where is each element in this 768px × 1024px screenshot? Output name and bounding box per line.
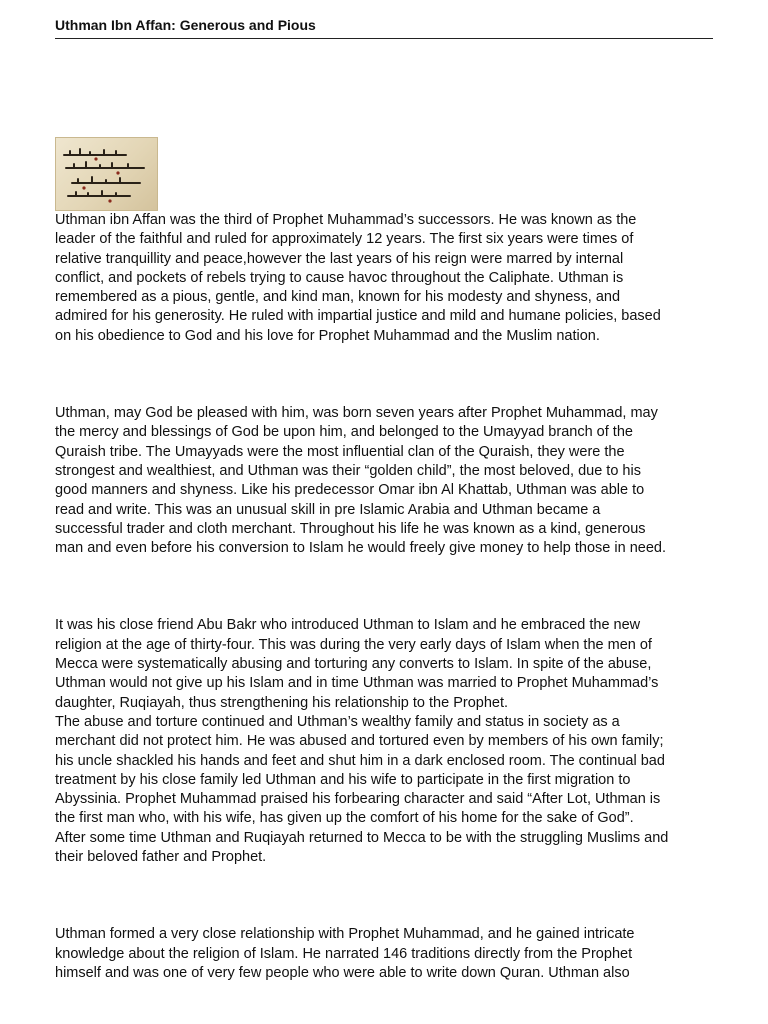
paragraph-3: It was his close friend Abu Bakr who introduced Uthman to Islam and he embraced the new religion at the age of thirty-four. This was during the very early days of Islam when the men of Mecca were systematically abusing and torturing any converts to Islam. In spite of the abuse, Uthman would not give up his Islam and in time Uthman was married to Prophet Muhammad’s daughter, Ruqiayah, thus strengthening his relationship to the Prophet. The abuse and torture continued and Uthman’s wealthy family and status in society as a merchant did not protect him. He was abused and tortured even by members of his own family; his uncle shackled his hands and feet and shut him in a dark enclosed room. The continual bad treatment by his close family led Uthman and his wife to participate in the first migration to Abyssinia. Prophet Muhammad praised his forbearing character and said “After Lot, Uthman is the first man who, with his wife, has given up the comfort of his home for the sake of God”. After some time Uthman and Ruqiayah returned to Mecca to be with the struggling Muslims and their beloved father and Prophet. xyxy=(55,617,669,866)
manuscript-icon xyxy=(56,138,158,211)
paragraph-2: Uthman, may God be pleased with him, was born seven years after Prophet Muhammad, may the mercy and blessings of God be upon him, and belonged to the Umayyad branch of the Quraish tribe. The Umayyads were the most influential clan of the Quraish, they were the strongest and wealthiest, and Uthman was their “golden child”, the most beloved, due to his good manners and shyness. Like his predecessor Omar ibn Al Khattab, Uthman was able to read and write. This was an unusual skill in pre Islamic Arabia and Uthman became a successful trader and cloth merchant. Throughout his life he was known as a kind, generous man and even before his conversion to Islam he would freely give money to help those in need. xyxy=(55,405,666,557)
document-title: Uthman Ibn Affan: Generous and Pious xyxy=(55,17,316,33)
page-header xyxy=(55,16,713,39)
manuscript-image xyxy=(55,137,158,211)
paragraph-1: Uthman ibn Affan was the third of Prophet Muhammad’s successors. He was known as the leader of the faithful and ruled for approximately 12 years. The first six years were times of relative tranquillity and peace,however the last years of his reign were marred by internal conflict, and pockets of rebels trying to cause havoc throughout the Caliphate. Uthman is remembered as a pious, gentle, and kind man, known for his modesty and shyness, and admired for his generosity. He ruled with impartial justice and mild and humane policies, based on his obedience to God and his love for Prophet Muhammad and the Muslim nation. xyxy=(55,212,661,344)
paragraph-4: Uthman formed a very close relationship with Prophet Muhammad, and he gained intricate knowledge about the religion of Islam. He narrated 146 traditions directly from the Prophet himself and was one of very few people who were able to write down Quran. Uthman also xyxy=(55,926,635,981)
article-body xyxy=(55,211,715,983)
